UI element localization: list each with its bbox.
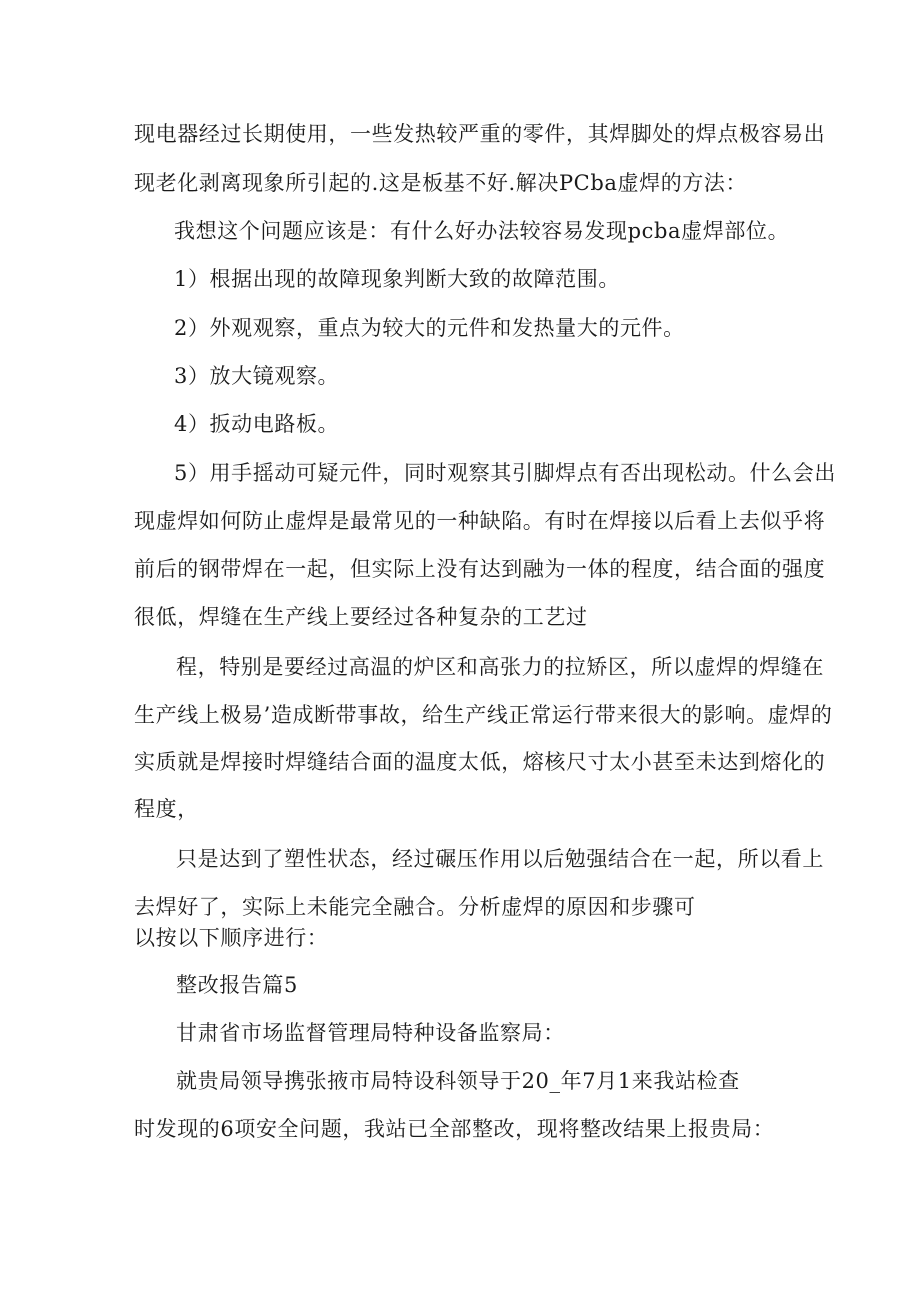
text-line: 以按以下顺序进行： [134, 926, 329, 950]
section-heading: 整改报告篇5 [176, 973, 298, 997]
text-line: 3）放大镜观察。 [174, 364, 340, 388]
text-line: 只是达到了塑性状态，经过碾压作用以后勉强结合在一起，所以看上 [176, 847, 824, 871]
text-line: 1）根据出现的故障现象判断大致的故障范围。 [174, 267, 620, 291]
text-line: 我想这个问题应该是：有什么好办法较容易发现pcba虚焊部位。 [174, 219, 790, 243]
text-line: 4）扳动电路板。 [174, 412, 340, 436]
text-line: 5）用手摇动可疑元件，同时观察其引脚焊点有否出现松动。什么会出 [174, 461, 836, 485]
text-line: 生产线上极易’造成断带事故，给生产线正常运行带来很大的影响。虚焊的 [134, 703, 833, 727]
text-line: 实质就是焊接时焊缝结合面的温度太低，熔核尺寸太小甚至未达到熔化的 [134, 750, 826, 774]
text-line: 2）外观观察，重点为较大的元件和发热量大的元件。 [174, 316, 685, 340]
text-line: 现电器经过长期使用，一些发热较严重的零件，其焊脚处的焊点极容易出 [134, 122, 826, 146]
text-line: 程度， [134, 797, 199, 821]
text-line: 现虚焊如何防止虚焊是最常见的一种缺陷。有时在焊接以后看上去似乎将 [134, 509, 826, 533]
text-line: 就贵局领导携张掖市局特设科领导于20_年7月1来我站检查 [176, 1069, 740, 1093]
text-line: 时发现的6项安全问题，我站已全部整改，现将整改结果上报贵局： [134, 1117, 775, 1141]
text-line: 很低，焊缝在生产线上要经过各种复杂的工艺过 [134, 605, 588, 629]
text-line: 去焊好了，实际上未能完全融合。分析虚焊的原因和步骤可 [134, 895, 696, 919]
text-line: 现老化剥离现象所引起的.这是板基不好.解决PCba虚焊的方法： [134, 171, 748, 195]
addressee-line: 甘肃省市场监督管理局特种设备监察局： [176, 1021, 565, 1045]
text-line: 程，特别是要经过高温的炉区和高张力的拉矫区，所以虚焊的焊缝在 [176, 655, 824, 679]
text-line: 前后的钢带焊在一起，但实际上没有达到融为一体的程度，结合面的强度 [134, 557, 826, 581]
